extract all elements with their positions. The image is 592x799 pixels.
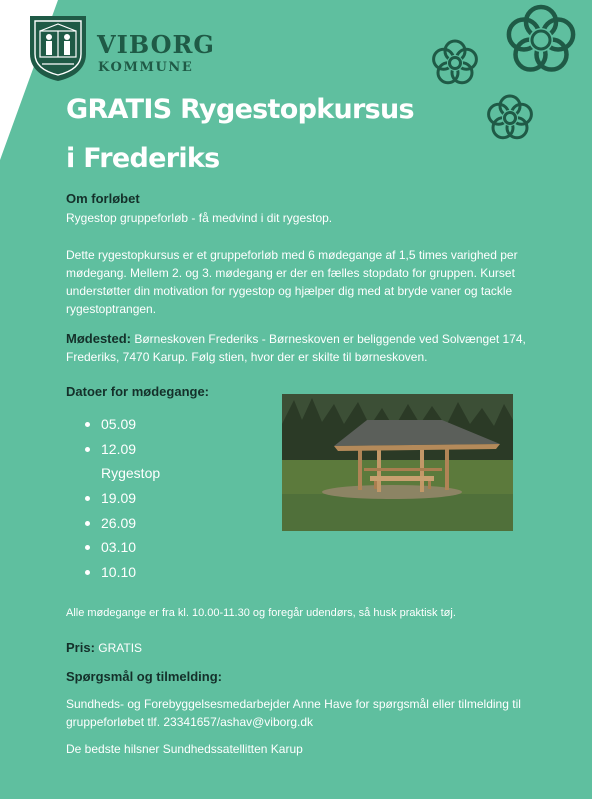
price-line — [66, 639, 142, 657]
contact-text: Sundheds- og Forebyggelsesmedarbejder Anne Have for spørgsmål eller tilmelding til gruppeforløbet tlf. 23341657/ashav@viborg.dk — [66, 697, 521, 729]
location-label: Mødested: — [66, 331, 131, 346]
contact-heading: Spørgsmål og tilmelding: — [66, 669, 223, 684]
price-label: Pris: — [66, 640, 95, 655]
date-item: 03.10 — [82, 535, 160, 560]
dates-heading: Datoer for mødegange: — [66, 384, 210, 399]
wooden-shelter-in-forest-photo — [282, 394, 513, 531]
viborg-crest-icon — [28, 14, 88, 82]
date-item: 05.09 — [82, 412, 160, 437]
about-intro: Rygestop gruppeforløb - få medvind i dit rygestop. — [66, 211, 333, 225]
viborg-kommune-logo — [28, 14, 215, 84]
date-item: 19.09 — [82, 486, 160, 511]
dates-list — [82, 412, 160, 585]
title-line-2: i Frederiks — [66, 143, 220, 174]
flower-outline-icon — [415, 0, 592, 150]
practical-note: Alle mødegange er fra kl. 10.00-11.30 og foregår udendørs, så husk praktisk tøj. — [66, 607, 456, 619]
stop-date-label: Rygestop — [101, 465, 161, 482]
about-description: Dette rygestopkursus er et gruppeforløb med 6 mødegange af 1,5 times varighed per mødegang. Mellem 2. og 3. mødegang er der en fælles stopdato for gruppen. Kurset understøtter din motivation for rygestop og hjælper dig med at bryde vaner og tackle rygestoptrangen. — [66, 248, 518, 316]
closing-text: De bedste hilsner Sundhedssatellitten Karup — [66, 742, 303, 756]
date-item: 12.09 — [82, 437, 160, 462]
date-item: 10.10 — [82, 560, 160, 585]
about-heading: Om forløbet — [66, 191, 140, 206]
date-item: 26.09 — [82, 511, 160, 536]
logo-name: VIBORG — [97, 30, 215, 59]
location-paragraph — [66, 330, 536, 366]
price-value: GRATIS — [98, 641, 143, 655]
title-line-1: GRATIS Rygestopkursus — [66, 94, 414, 125]
logo-subtitle: KOMMUNE — [98, 60, 194, 75]
location-text: Børneskoven Frederiks - Børneskoven er beliggende ved Solvænget 174, Frederiks, 7470 Karup. Følg stien, hvor der er skilte til børneskoven. — [66, 332, 526, 364]
